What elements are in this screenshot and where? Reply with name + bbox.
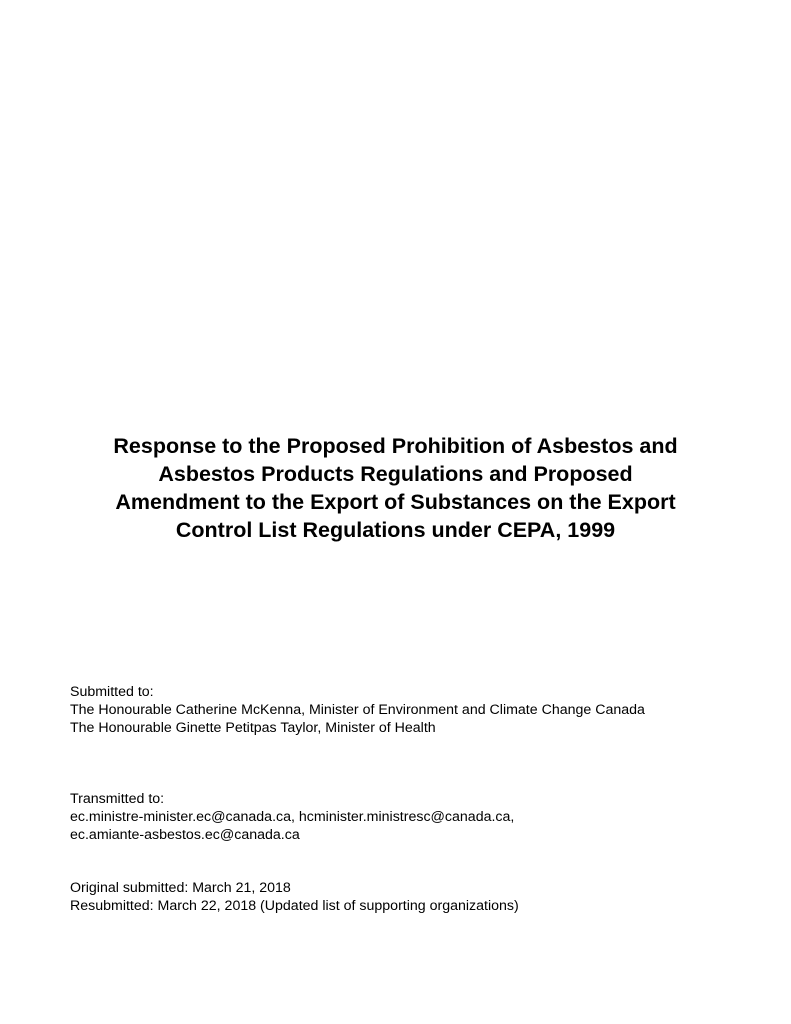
email-line: ec.ministre-minister.ec@canada.ca, hcminister.ministresc@canada.ca,	[70, 809, 515, 825]
transmitted-to-heading: Transmitted to:	[70, 791, 165, 807]
document-title	[60, 432, 731, 544]
submitted-to-section	[70, 683, 645, 737]
transmitted-to-section	[70, 790, 514, 844]
original-submitted-date: Original submitted: March 21, 2018	[70, 880, 291, 896]
email-line: ec.amiante-asbestos.ec@canada.ca	[70, 827, 300, 843]
title-line: Control List Regulations under CEPA, 1999	[175, 518, 616, 542]
submission-dates-section	[70, 879, 519, 915]
title-line: Asbestos Products Regulations and Proposed	[158, 462, 633, 486]
resubmitted-date: Resubmitted: March 22, 2018 (Updated list of supporting organizations)	[70, 898, 519, 914]
title-line: Response to the Proposed Prohibition of Asbestos and	[113, 434, 678, 458]
title-line: Amendment to the Export of Substances on the Export	[115, 490, 676, 514]
submitted-to-heading: Submitted to:	[70, 684, 154, 700]
recipient-line: The Honourable Catherine McKenna, Minister of Environment and Climate Change Canada	[70, 702, 645, 718]
recipient-line: The Honourable Ginette Petitpas Taylor, Minister of Health	[70, 720, 436, 736]
